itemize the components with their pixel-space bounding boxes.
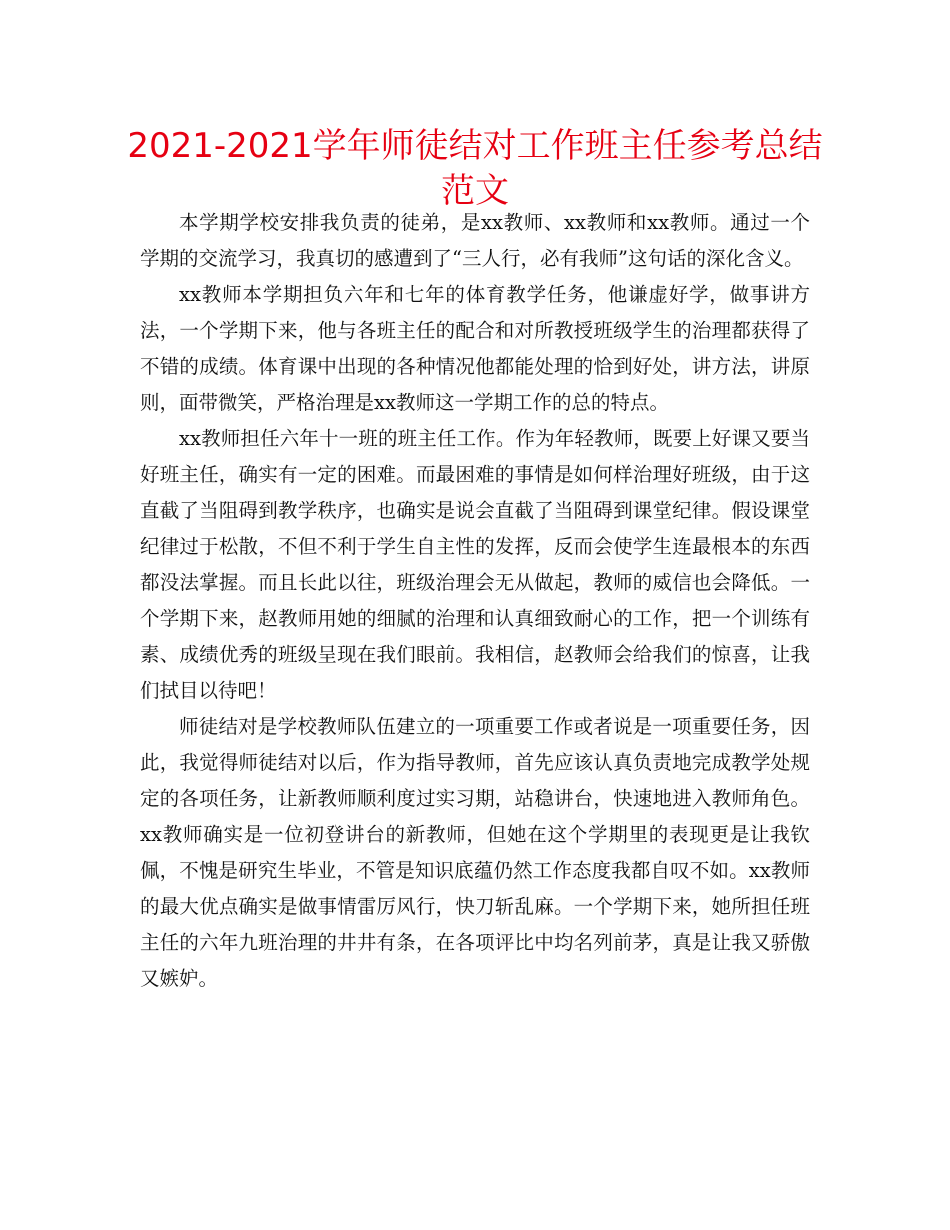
paragraph-3: xx教师担任六年十一班的班主任工作。作为年轻教师，既要上好课又要当好班主任，确实有一定的困难。而最困难的事情是如何样治理好班级，由于这直截了当阻碍到教学秩序，也确实是说会直截了当阻碍到课堂纪律。假设课堂纪律过于松散，不但不利于学生自主性的发挥，反而会使学生连最根本的东西都没法掌握。而且长此以往，班级治理会无从做起，教师的威信也会降低。一个学期下来，赵教师用她的细腻的治理和认真细致耐心的工作，把一个训练有素、成绩优秀的班级呈现在我们眼前。我相信，赵教师会给我们的惊喜，让我们拭目以待吧！ bbox=[140, 427, 810, 702]
paragraph-4: 师徒结对是学校教师队伍建立的一项重要工作或者说是一项重要任务，因此，我觉得师徒结对以后，作为指导教师，首先应该认真负责地完成教学处规定的各项任务，让新教师顺利度过实习期，站稳讲台，快速地进入教师角色。xx教师确实是一位初登讲台的新教师，但她在这个学期里的表现更是让我钦佩，不愧是研究生毕业，不管是知识底蕴仍然工作态度我都自叹不如。xx教师的最大优点确实是做事情雷厉风行，快刀斩乱麻。一个学期下来，她所担任班主任的六年九班治理的井井有条，在各项评比中均名列前茅，真是让我又骄傲又嫉妒。 bbox=[140, 715, 810, 990]
paragraph-1: 本学期学校安排我负责的徒弟，是xx教师、xx教师和xx教师。通过一个学期的交流学习，我真切的感遭到了“三人行，必有我师”这句话的深化含义。 bbox=[140, 211, 810, 270]
document-title-line-2: 范文 bbox=[441, 171, 509, 211]
document-body bbox=[140, 205, 810, 997]
paragraph-2: xx教师本学期担负六年和七年的体育教学任务，他谦虚好学，做事讲方法，一个学期下来，他与各班主任的配合和对所教授班级学生的治理都获得了不错的成绩。体育课中出现的各种情况他都能处理的恰到好处，讲方法，讲原则，面带微笑，严格治理是xx教师这一学期工作的总的特点。 bbox=[140, 283, 810, 414]
document-title-line-1: 2021-2021学年师徒结对工作班主任参考总结 bbox=[127, 126, 823, 166]
